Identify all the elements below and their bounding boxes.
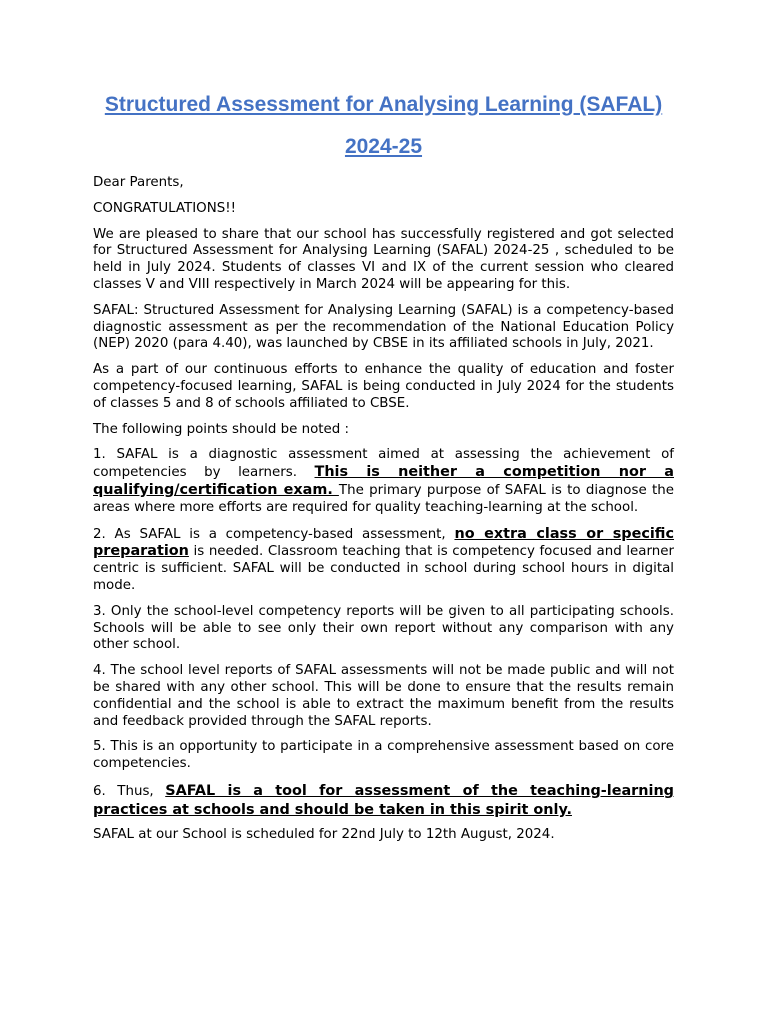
point-2-text: 2. As SAFAL is a competency-based assessment, — [93, 526, 455, 542]
salutation: Dear Parents, — [93, 175, 184, 190]
title-line-2: 2024-25 — [344, 135, 423, 158]
page-title — [93, 84, 674, 168]
point-1-text: 1. SAFAL is a diagnostic assessment aimed at assessing the achievement of competencies by learners. — [93, 447, 674, 481]
point-4: 4. The school level reports of SAFAL assessments will not be made public and will not be shared with any other school. This will be done to ensure that the results remain confidential and the school is able to extract the maximum benefit from the results and feedback provided through the SAFAL reports. — [93, 663, 674, 729]
point-6 — [93, 782, 674, 820]
point-3: 3. Only the school-level competency reports will be given to all participating schools. Schools will be able to see only their own report without any comparison with any other school. — [93, 603, 674, 653]
congratulations-line: CONGRATULATIONS!! — [93, 200, 236, 216]
intro-paragraph: We are pleased to share that our school has successfully registered and got selected for Structured Assessment for Analysing Learning (SAFAL) 2024-25 , scheduled to be held in July 2024. Students of classes VI and IX of the current session who cleared classes V and VIII respectively in March 2024 will be appearing for this. — [93, 226, 674, 292]
letter-document — [93, 84, 674, 853]
schedule-line: SAFAL at our School is scheduled for 22nd July to 12th August, 2024. — [93, 826, 555, 842]
point-6-emphasis: SAFAL is a tool for assessment of the teaching-learning practices at schools and should be taken in this spirit only. — [93, 782, 674, 818]
point-1-emphasis: This is neither a competition nor a qualifying/certification exam. — [93, 464, 674, 498]
efforts-paragraph: As a part of our continuous efforts to enhance the quality of education and foster competency-focused learning, SAFAL is being conducted in July 2024 for the students of classes 5 and 8 of schools affiliated to CBSE. — [93, 362, 674, 411]
point-2 — [93, 526, 674, 595]
point-1 — [93, 447, 674, 516]
point-1-continuation: The primary purpose of SAFAL is to diagnose the areas where more efforts are required for quality teaching-learning at the school. — [93, 482, 674, 515]
points-intro: The following points should be noted : — [93, 421, 350, 437]
point-6-text: 6. Thus, — [93, 783, 166, 799]
point-2-continuation: is needed. Classroom teaching that is competency focused and learner centric is sufficient. SAFAL will be conducted in school during school hours in digital mode. — [93, 544, 674, 593]
title-line-1: Structured Assessment for Analysing Learning (SAFAL) — [104, 93, 663, 116]
point-5: 5. This is an opportunity to participate in a comprehensive assessment based on core competencies. — [93, 739, 674, 772]
point-2-emphasis: no extra class or specific preparation — [93, 525, 675, 560]
about-safal-paragraph: SAFAL: Structured Assessment for Analysing Learning (SAFAL) is a competency-based diagnostic assessment as per the recommendation of the National Education Policy (NEP) 2020 (para 4.40), was launched by CBSE in its affiliated schools in July, 2021. — [93, 302, 674, 352]
